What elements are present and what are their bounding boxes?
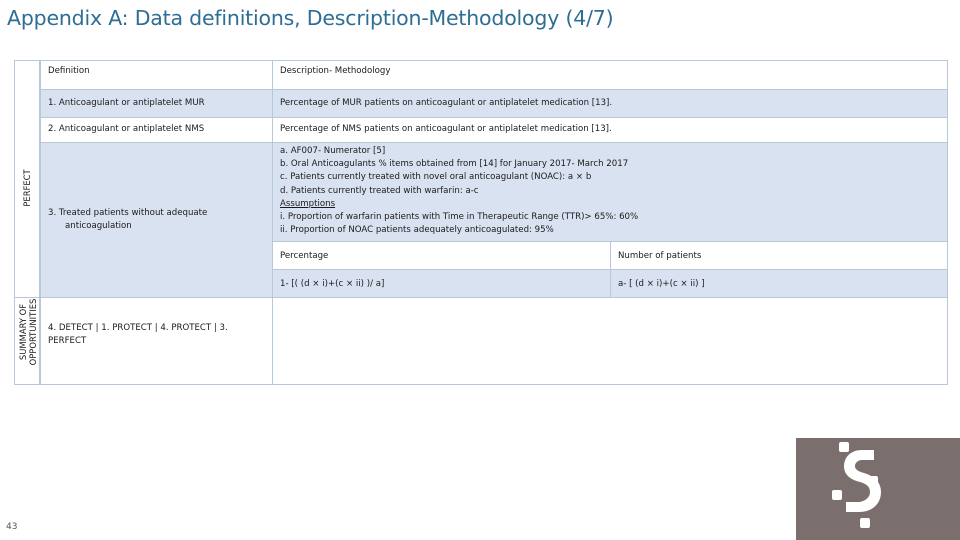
page-number: 43	[6, 522, 18, 532]
row-treated-methodology	[280, 145, 638, 237]
side-label-summary-line1: SUMMARY OF	[18, 303, 28, 361]
side-label-summary-line2: OPPORTUNITIES	[28, 298, 38, 366]
row-nms-methodology: Percentage of NMS patients on anticoagulant or antiplatelet medication [13].	[280, 124, 612, 134]
sub-patients-label: Number of patients	[618, 251, 702, 261]
methodology-line-b: b. Oral Anticoagulants % items obtained from [14] for January 2017- March 2017	[280, 159, 629, 170]
brand-logo-icon	[796, 438, 960, 540]
summary-methodology-cell	[272, 297, 948, 385]
row-nms-definition: 2. Anticoagulant or antiplatelet NMS	[48, 124, 205, 134]
sub-patients-formula: a- [ (d × i)+(c × ii) ]	[618, 279, 705, 289]
row-treated-definition	[48, 207, 207, 233]
summary-text-line2: PERFECT	[48, 335, 87, 346]
header-definition: Definition	[48, 66, 90, 76]
row-mur-definition: 1. Anticoagulant or antiplatelet MUR	[48, 98, 205, 108]
sub-percentage-label: Percentage	[280, 251, 329, 261]
summary-text-line1: 4. DETECT | 1. PROTECT | 4. PROTECT | 3.	[48, 323, 228, 333]
header-methodology: Description- Methodology	[280, 66, 391, 76]
methodology-line-d: d. Patients currently treated with warfarin: a-c	[280, 185, 479, 196]
row-treated-definition-line2: anticoagulation	[65, 220, 132, 231]
row-mur-methodology: Percentage of MUR patients on anticoagulant or antiplatelet medication [13].	[280, 98, 613, 108]
methodology-assumptions: Assumptions	[280, 198, 336, 209]
methodology-line-i: i. Proportion of warfarin patients with Time in Therapeutic Range (TTR)> 65%: 60%	[280, 212, 639, 223]
page-title: Appendix A: Data definitions, Description-Methodology (4/7)	[7, 6, 614, 30]
sub-percentage-formula: 1- [( (d × i)+(c × ii) )/ a]	[280, 279, 385, 289]
methodology-line-ii: ii. Proportion of NOAC patients adequately anticoagulated: 95%	[280, 225, 554, 236]
methodology-line-a: a. AF007- Numerator [5]	[280, 146, 386, 156]
methodology-line-c: c. Patients currently treated with novel oral anticoagulant (NOAC): a × b	[280, 172, 592, 183]
brand-logo-block	[796, 438, 960, 540]
row-treated-definition-line1: 3. Treated patients without adequate	[48, 208, 208, 218]
side-label-perfect: PERFECT	[22, 169, 32, 207]
summary-text	[48, 322, 228, 348]
side-label-summary	[18, 292, 38, 372]
